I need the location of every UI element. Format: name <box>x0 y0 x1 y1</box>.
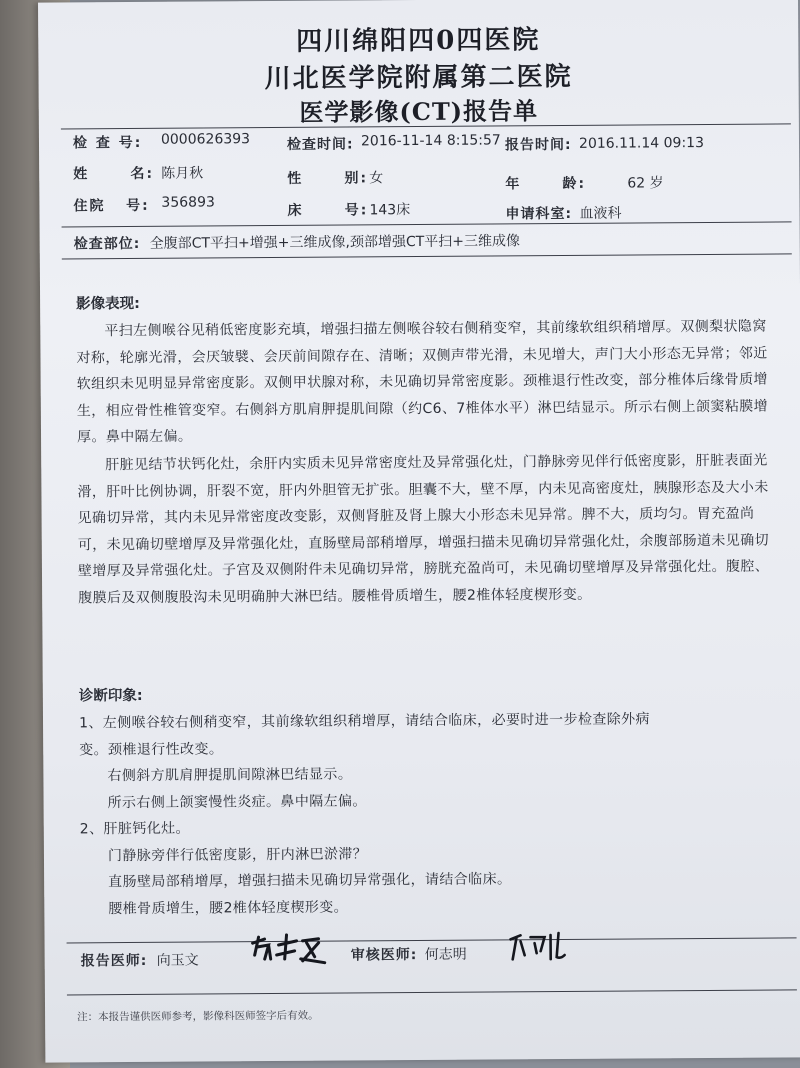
diagnosis-line: 腰椎骨质增生，腰2椎体轻度楔形变。 <box>108 899 349 917</box>
inpatient-label: 住院 号: <box>73 197 150 215</box>
exam-time-label: 检查时间: <box>286 136 354 153</box>
name-label: 姓 名: <box>73 165 155 183</box>
hospital-name-2: 川北医学院附属第二医院 <box>264 61 573 95</box>
inpatient-no: 356893 <box>161 194 215 211</box>
patient-sex: 女 <box>369 170 384 187</box>
exam-no-value: 0000626393 <box>160 131 251 148</box>
patient-name: 陈月秋 <box>161 165 204 182</box>
exam-site-value: 全腹部CT平扫+增强+三维成像,颈部增强CT平扫+三维成像 <box>149 233 521 252</box>
exam-site-label: 检查部位: <box>73 235 141 253</box>
reviewer-signature <box>504 925 584 968</box>
reporter-label: 报告医师: <box>80 952 148 970</box>
bed-label: 床 号: <box>287 202 369 219</box>
report-time-value: 2016.11.14 09:13 <box>578 135 705 152</box>
report-title: 医学影像(CT)报告单 <box>299 96 539 127</box>
info-divider <box>62 221 792 227</box>
diagnosis-divider <box>67 937 797 943</box>
patient-age: 62 岁 <box>627 175 664 192</box>
exam-no-label: 检 查 号: <box>72 134 143 152</box>
reviewer-label: 审核医师: <box>350 947 418 964</box>
reviewer-name: 何志明 <box>424 946 467 963</box>
age-label: 年 龄: <box>505 175 587 193</box>
diagnosis-line: 1、左侧喉谷较右侧稍变窄，其前缘软组织稍增厚，请结合临床，必要时进一步检查除外病 <box>78 711 650 732</box>
diagnosis-line: 2、肝脏钙化灶。 <box>79 820 190 838</box>
diagnosis-line: 右侧斜方肌肩胛提肌间隙淋巴结显示。 <box>107 766 353 785</box>
findings-paragraph-1: 平扫左侧喉谷见稍低密度影充填，增强扫描左侧喉谷较右侧稍变窄，其前缘软组织稍增厚。双侧梨状隐窝对称，轮廓光滑，会厌皱襞、会厌前间隙存在、清晰；双侧声带光滑，未见增大，声门大小形态无异常；邻近软组织未见明显异常密度影。双侧甲状腺对称，未见确切异常密度影。颈椎退行性改变，部分椎体后缘骨质增生，相应骨性椎管变窄。右侧斜方肌肩胛提肌间隙（约C6、7椎体水平）淋巴结显示。所示右侧上颌窦粘膜增厚。鼻中隔左偏。 <box>76 318 769 446</box>
diagnosis-line: 直肠壁局部稍增厚，增强扫描未见确切异常强化，请结合临床。 <box>108 871 512 891</box>
dept-value: 血液科 <box>579 205 622 222</box>
diagnosis-line: 所示右侧上颌窦慢性炎症。鼻中隔左偏。 <box>107 792 367 811</box>
sex-label: 性 别: <box>287 170 369 187</box>
site-divider <box>62 253 792 259</box>
bed-value: 143床 <box>369 202 411 219</box>
footer-note: 注：本报告谨供医师参考，影像科医师签字后有效。 <box>77 1009 319 1024</box>
footer-divider <box>67 989 797 995</box>
reporter-signature <box>244 929 334 972</box>
report-time-label: 报告时间: <box>504 136 572 154</box>
diagnosis-line: 门静脉旁伴行低密度影，肝内淋巴淤滞？ <box>107 845 368 864</box>
reporter-name: 向玉文 <box>156 952 199 969</box>
dept-label: 申请科室: <box>505 205 573 223</box>
diagnosis-line: 变。颈椎退行性改变。 <box>79 740 224 758</box>
findings-paragraph-2: 肝脏见结节状钙化灶，余肝内实质未见异常密度灶及异常强化灶，门静脉旁见伴行低密度影，肝脏表面光滑，肝叶比例协调，肝裂不宽，肝内外胆管无扩张。胆囊不大，壁不厚，内未见高密度灶，胰腺形态及大小未见确切异常，其内未见异常密度改变影，双侧肾脏及肾上腺大小形态未见异常。脾不大，质均匀。胃充盈尚可，未见确切壁增厚及异常强化灶，直肠壁局部稍增厚，增强扫描未见确切异常强化灶，余腹部肠道未见确切壁增厚及异常强化灶。子宫及双侧附件未见确切异常，膀胱充盈尚可，未见确切壁增厚及异常强化灶。腹腔、腹膜后及双侧腹股沟未见明确肿大淋巴结。腰椎骨质增生，腰2椎体轻度楔形变。 <box>77 452 770 606</box>
hospital-name-1: 四川绵阳四0四医院 <box>296 25 541 57</box>
findings-heading: 影像表现: <box>76 295 140 313</box>
diagnosis-heading: 诊断印象: <box>78 687 143 705</box>
diagnosis-list <box>79 705 780 922</box>
exam-time-value: 2016-11-14 8:15:57 <box>360 132 501 150</box>
report-paper <box>38 0 800 1063</box>
